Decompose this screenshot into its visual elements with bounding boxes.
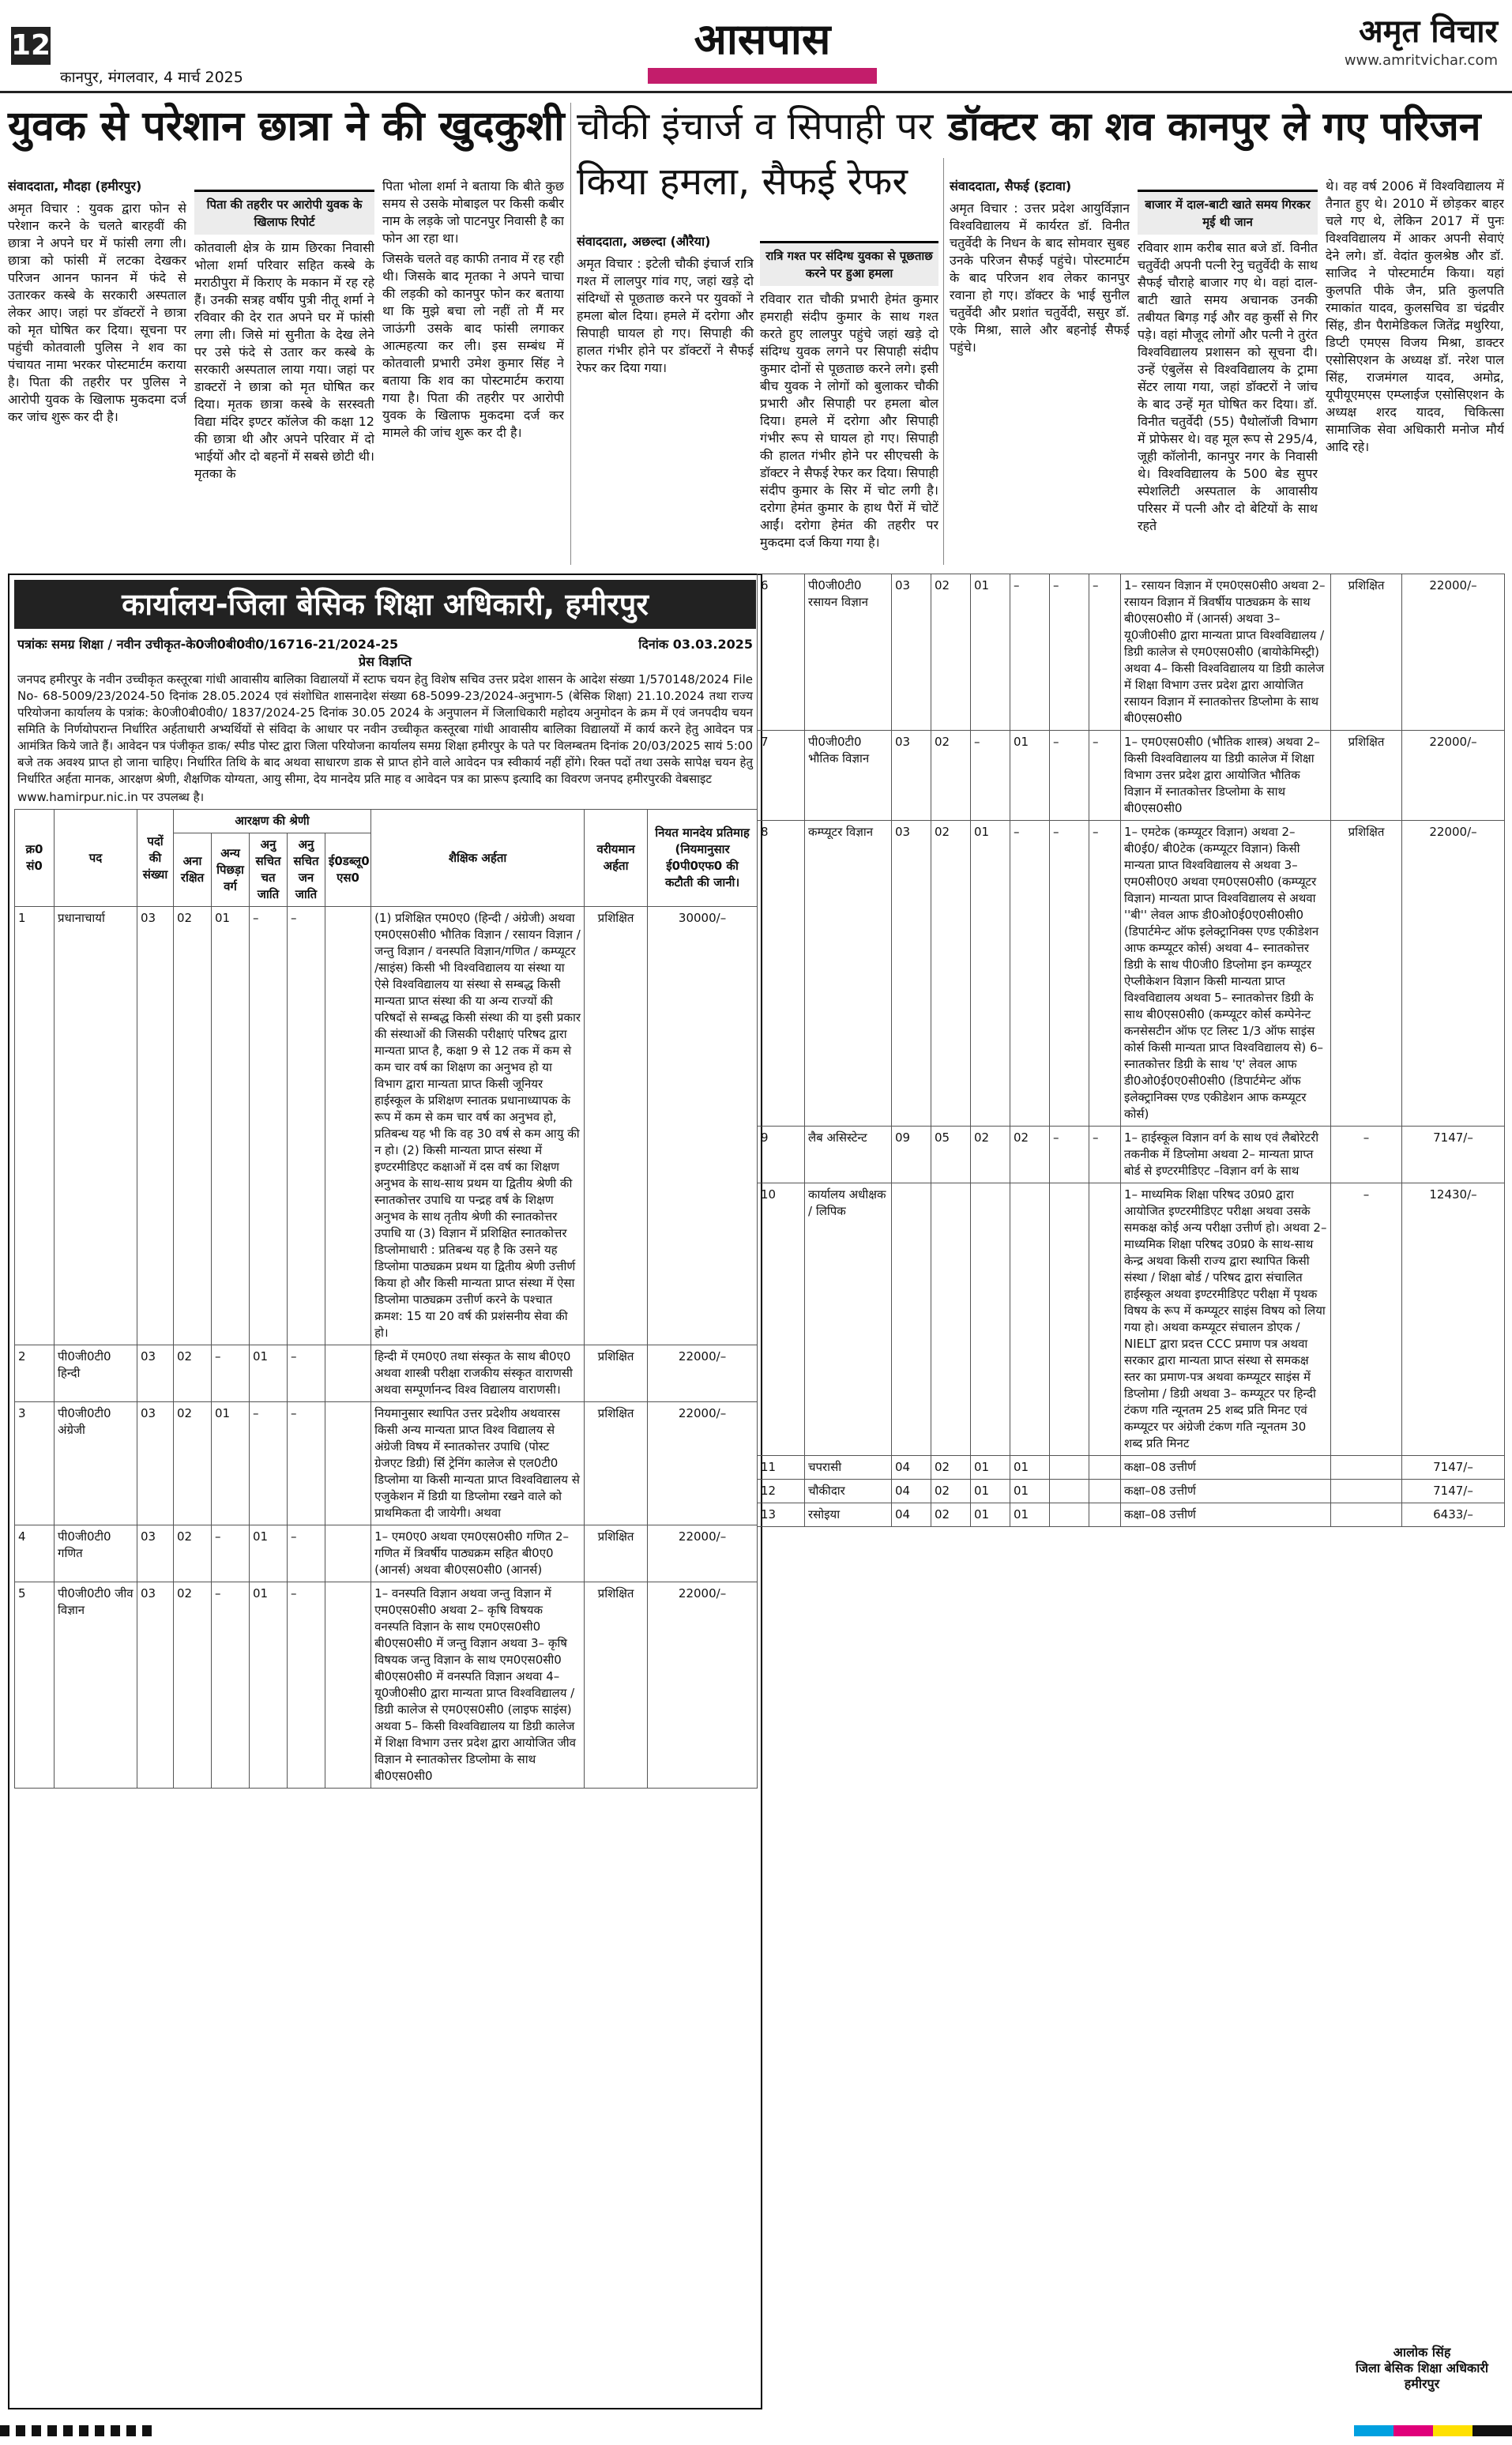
story1-col1	[8, 178, 186, 565]
row-obc: 01	[212, 1402, 250, 1525]
row-ews	[1089, 1183, 1121, 1456]
section-title: आसपास	[694, 13, 831, 64]
row-priority	[1331, 1503, 1402, 1527]
row-ur: 02	[174, 1525, 212, 1582]
row-qualification: हिन्दी में एम0ए0 तथा संस्कृत के साथ बी0ए0 अथवा शास्त्री परीक्षा राजकीय संस्कृत वाराणसी अथवा सम्पूर्णानन्द विश्व विद्यालय वाराणसी।	[371, 1345, 585, 1402]
row-honorarium: 22000/–	[1402, 574, 1505, 731]
row-sc: 01	[250, 1345, 288, 1402]
story1-headline: युवक से परेशान छात्रा ने की खुदकुशी	[8, 103, 565, 150]
row-post: पी0जी0टी0 भौतिक विज्ञान	[805, 731, 892, 821]
row-honorarium: 22000/–	[648, 1345, 758, 1402]
row-post: चौकीदार	[805, 1480, 892, 1503]
row-honorarium: 6433/–	[1402, 1503, 1505, 1527]
row-ur: 02	[931, 821, 971, 1127]
row-ews: –	[1089, 821, 1121, 1127]
row-honorarium: 7147/–	[1402, 1480, 1505, 1503]
row-priority	[1331, 1456, 1402, 1480]
row-sc: –	[1010, 574, 1050, 731]
row-sno: 8	[758, 821, 805, 1127]
story3-col3	[1326, 178, 1504, 565]
row-ews: –	[1089, 731, 1121, 821]
row-sno: 13	[758, 1503, 805, 1527]
row-qualification: 1– रसायन विज्ञान में एम0एस0सी0 अथवा 2– रसायन विज्ञान में त्रिवर्षीय पाठ्यक्रम के साथ बी0एस0सी0 में (आनर्स) अथवा 3– यू0जी0सी0 द्वारा मान्यता प्राप्त विश्वविद्यालय /डिग्री कालेज से एम0एस0सी0 (बायोकेमिस्ट्री) अथवा 4– किसी विश्वविद्यालय या डिग्री कालेज में शिक्षा विभाग उत्तर प्रदेश द्वारा आयोजित रसायन विज्ञान में स्नातकोत्तर डिप्लोमा के साथ बी0एस0सी0	[1121, 574, 1331, 731]
row-honorarium: 30000/–	[648, 907, 758, 1345]
row-honorarium: 7147/–	[1402, 1456, 1505, 1480]
row-qualification: 1– एम0एस0सी0 (भौतिक शास्त्र) अथवा 2– किसी विश्वविद्यालय या डिग्री कालेज में शिक्षा विभाग उत्तर प्रदेश द्वारा आयोजित भौतिक विज्ञान में स्नातकोत्तर डिप्लोमा के साथ बी0एस0सी0	[1121, 731, 1331, 821]
story3-col1	[950, 178, 1130, 565]
row-honorarium: 22000/–	[1402, 731, 1505, 821]
vacancy-table-left	[14, 809, 758, 1789]
row-honorarium: 22000/–	[648, 1402, 758, 1525]
row-priority: प्रशिक्षित	[585, 1525, 648, 1582]
col-honorarium: नियत मानदेय प्रतिमाह (नियमानुसार ई0पी0एफ0 की कटौती की जानी।	[648, 810, 758, 907]
story3-para: रविवार शाम करीब सात बजे डॉ. विनीत चतुर्वेदी अपनी पत्नी रेनु चतुर्वेदी के साथ सैफई चौराहे बाजार गए थे। वहां दाल-बाटी खाते समय अचानक उनकी तबीयत बिगड़ गई और वह कुर्सी से गिर पड़े। वहां मौजूद लोगों और पत्नी ने तुरंत विश्वविद्यालय प्रशासन को सूचना दी। उन्हें एंबुलेंस से विश्वविद्यालय के ट्रामा सेंटर लाया गया, जहां डॉक्टरों ने जांच के बाद उन्हें मृत घोषित कर दिया। डॉ. विनीत चतुर्वेदी (55) पैथोलॉजी विभाग में प्रोफेसर थे। वह मूल रूप से 295/4, जूही कॉलोनी, कानपुर नगर के निवासी थे। विश्वविद्यालय के 500 बेड सुपर स्पेशलिटी अस्पताल के आवासीय परिसर में पत्नी और दो बेटियों के साथ रहते	[1138, 240, 1318, 533]
row-qualification: कक्षा–08 उत्तीर्ण	[1121, 1456, 1331, 1480]
row-priority: प्रशिक्षित	[1331, 574, 1402, 731]
row-qualification: 1– माध्यमिक शिक्षा परिषद उ0प्र0 द्वारा आयोजित इण्टरमीडिएट परीक्षा अथवा उसके समकक्ष कोई अन्य परीक्षा उत्तीर्ण हो। अथवा 2– माध्यमिक शिक्षा परिषद उ0प्र0 के साथ-साथ केन्द्र अथवा किसी राज्य द्वारा स्थापित किसी संस्था / शिक्षा बोर्ड / परिषद द्वारा संचालित हाईस्कूल अथवा इण्टरमीडिएट परीक्षा में पृथक विषय के रूप में कम्प्यूटर साइंस विषय को लिया गया हो। अथवा कम्प्यूटर संचालन डोएक / NIELT द्वारा प्रदत्त CCC प्रमाण पत्र अथवा सरकार द्वारा मान्यता प्राप्त संस्था से समकक्ष स्तर का प्रमाण-पत्र अथवा कम्प्यूटर साइंस में डिप्लोमा / डिग्री अथवा 3– कम्प्यूटर पर हिन्दी टंकण गति न्यूनतम 25 शब्द प्रति मिनट एवं कम्प्यूटर पर अंग्रेजी टंकण गति न्यूनतम 30 शब्द प्रति मिनट	[1121, 1183, 1331, 1456]
row-obc: 01	[971, 821, 1010, 1127]
story2-para: रविवार रात चौकी प्रभारी हेमंत कुमार हमराही संदीप कुमार के साथ गश्त करते हुए लालपुर पहुंचे जहां खड़े दो संदिग्ध युवक लगने पर सिपाही संदीप कुमार दोनों से पूछताछ करने लगे। इसी बीच युवक ने लोगों को बुलाकर चौकी प्रभारी और सिपाही पर हमला बोल दिया। हमले में दरोगा और सिपाही गंभीर रूप से घायल हो गए। सिपाही की हालत गंभीर होने पर सीएचसी के डॉक्टर ने सैफई रेफर कर दिया। सिपाही संदीप कुमार के सिर में चोट लगी है। दरोगा हेमंत कुमार के हाथ पैरों में चोटें आईं। दरोगा हेमंत की तहरीर पर मुकदमा दर्ज किया गया है।	[760, 292, 938, 550]
column-divider	[943, 158, 944, 565]
row-st: –	[288, 1402, 325, 1525]
row-qualification: (1) प्रशिक्षित एम0ए0 (हिन्दी / अंग्रेजी) अथवा एम0एस0सी0 भौतिक विज्ञान / रसायन विज्ञान / जन्तु विज्ञान / वनस्पति विज्ञान/गणित / कम्प्यूटर /साइंस) किसी भी विश्वविद्यालय या संस्था या ऐसे विश्वविद्यालय या संस्था से सम्बद्ध किसी मान्यता प्राप्त संस्था की या अन्य राज्यों की परिषदों से सम्बद्ध किसी संस्था की या इसी प्रकार की संस्थाओं की जिसकी परीक्षाएं परिषद द्वारा मान्यता प्राप्त है, कक्षा 9 से 12 तक में कम से कम चार वर्ष का शिक्षण का अनुभव हो या विभाग द्वारा मान्यता प्राप्त किसी जूनियर हाईस्कूल के प्रशिक्षण स्नातक प्रधानाध्यापक के रूप में कम से कम चार वर्ष का अनुभव हो, प्रतिबन्ध यह भी कि वह 30 वर्ष से कम आयु की न हो। (2) किसी मान्यता प्राप्त संस्था में इण्टरमीडिएट कक्षाओं में दस वर्ष का शिक्षण अनुभव के साथ-साथ प्रथम या द्वितीय श्रेणी की स्नातकोत्तर उपाधि या पन्द्रह वर्ष के शिक्षण अनुभव के साथ तृतीय श्रेणी की स्नातकोत्तर उपाधि या (3) विज्ञान में प्रशिक्षित स्नातकोत्तर डिप्लोमाधारी : प्रतिबन्ध यह है कि उसने यह डिप्लोमा पाठ्यक्रम प्रथम या द्वितीय श्रेणी उत्तीर्ण किया हो और किसी मान्यता प्राप्त संस्था में ऐसा डिप्लोमा पाठ्यक्रम उत्तीर्ण करने के पश्चात क्रमश: 15 या 20 वर्ष की प्रशंसनीय सेवा की हो।	[371, 907, 585, 1345]
row-ur: 02	[931, 1503, 971, 1527]
story1-col2	[194, 190, 374, 565]
row-sno: 6	[758, 574, 805, 731]
row-posts: 03	[892, 574, 931, 731]
row-priority: –	[1331, 1127, 1402, 1183]
row-honorarium: 7147/–	[1402, 1127, 1505, 1183]
row-st	[1050, 1456, 1089, 1480]
row-honorarium: 22000/–	[1402, 821, 1505, 1127]
row-priority: प्रशिक्षित	[585, 1402, 648, 1525]
brand-logo: अमृत विचार	[1359, 13, 1498, 50]
row-ews: –	[1089, 574, 1121, 731]
row-obc: –	[212, 1525, 250, 1582]
row-st: –	[1050, 1127, 1089, 1183]
row-sc: –	[250, 907, 288, 1345]
row-sc: 01	[250, 1525, 288, 1582]
row-st	[1050, 1183, 1089, 1456]
notice-website[interactable]: www.hamirpur.nic.in पर उपलब्ध है।	[17, 790, 205, 804]
row-ur: 02	[174, 1402, 212, 1525]
row-sc: 02	[1010, 1127, 1050, 1183]
signature-block	[1343, 2345, 1501, 2392]
row-ews	[325, 1345, 371, 1402]
row-sno: 9	[758, 1127, 805, 1183]
vacancy-row	[15, 1402, 758, 1525]
vacancy-row	[758, 1480, 1505, 1503]
col-obc: अन्य पिछड़ा वर्ग	[212, 833, 250, 907]
row-st	[1050, 1503, 1089, 1527]
story1-para: कोतवाली क्षेत्र के ग्राम छिरका निवासी भोला शर्मा परिवार सहित कस्बे के मराठीपुरा में किराए के मकान में रह रहे हैं। उनकी सत्रह वर्षीय पुत्री नीतू शर्मा ने रविवार की देर रात अपने घर में फांसी लगा ली। जिसे मां सुनीता के देख लेने पर उसे फंदे से उतार कर कस्बे के सरकारी अस्पताल लाया गया। जहां पर डाक्टरों ने छात्रा को मृत घोषित कर दिया। मृतक छात्रा कस्बे के सरस्वती विद्या मंदिर इण्टर कॉलेज की कक्षा 12 की छात्रा थी और अपने परिवार में दो भाईयों और दो बहनों में सबसे छोटी थी। मृतका के	[194, 240, 374, 481]
row-st: –	[1050, 574, 1089, 731]
row-sc	[1010, 1183, 1050, 1456]
vacancy-row	[758, 821, 1505, 1127]
row-post: कम्प्यूटर विज्ञान	[805, 821, 892, 1127]
row-obc: 01	[971, 1456, 1010, 1480]
row-ur: 02	[931, 574, 971, 731]
notice-body: जनपद हमीरपुर के नवीन उच्चीकृत कस्तूरबा गांधी आवासीय बालिका विद्यालयों में स्टाफ चयन हेतु विशेष सचिव उत्तर प्रदेश शासन के आदेश संख्या 1/570148/2024 File No- 68-5009/23/2024-50 दिनांक 28.05.2024 एवं संशोधित शासनादेश संख्या 68-5099-23/2024-अनुभाग-5 (बेसिक शिक्षा) 21.10.2024 तथा राज्य परियोजना कार्यालय के पत्रांक: के0जी0बी0वी0/ 1837/2024-25 दिनांक 30.05 2024 के अनुपालन में जिलाधिकारी महोदय अनुमोदन के क्रम में एवं जनपदीय चयन समिति के निर्णयोपरान्त निर्धारित अर्हताधारी अभ्यर्थियों से संविदा के आधार पर नवीन उच्चीकृत कस्तूरबा गांधी आवासीय बालिका विद्यालयों में कार्य करने हेतु आवेदन पत्र आमंत्रित किये जाते हैं। आवेदन पत्र पंजीकृत डाक/ स्पीड पोस्ट द्वारा जिला परियोजना कार्यालय समग्र शिक्षा हमीरपुर के पते पर विलम्बतम दिनांक 20/03/2025 सायं 5:00 बजे तक अवश्य प्राप्त हो जाना चाहिए। निर्धारित तिथि के बाद अथवा साधारण डाक से प्राप्त होने वाले आवेदन पत्र स्वीकार्य नहीं होंगे। रिक्त पदों तथा उसके सापेक्ष चयन हेतु निर्धारित अर्हता मानक, आरक्षण श्रेणी, शैक्षणिक योग्यता, आयु सीमा, देय मानदेय प्रति माह व आवेदन पत्र का प्रारूप इत्यादि का विवरण जनपद हमीरपुरकी वेबसाइट	[17, 672, 753, 786]
row-sno: 11	[758, 1456, 805, 1480]
row-posts: 03	[137, 1402, 174, 1525]
story3-col2	[1138, 190, 1318, 565]
row-obc: 01	[971, 1480, 1010, 1503]
row-ur: 02	[931, 1480, 971, 1503]
signatory-place: हमीरपुर	[1404, 2376, 1440, 2391]
story2-col1	[577, 233, 754, 565]
row-sno: 3	[15, 1402, 55, 1525]
row-post: लैब असिस्टेन्ट	[805, 1127, 892, 1183]
row-obc: 01	[971, 1503, 1010, 1527]
vacancy-row	[758, 1127, 1505, 1183]
row-posts: 09	[892, 1127, 931, 1183]
row-honorarium: 22000/–	[648, 1525, 758, 1582]
story3-para: थे। वह वर्ष 2006 में विश्वविद्यालय में तैनात हुए थे। 2010 में छोड़कर बाहर चले गए थे, लेकिन 2017 में पुनः विश्वविद्यालय में आकर अपनी सेवाएं देने लगे। डॉ. वेदांत कुलश्रेष्ठ और डॉ. साजिद ने पोस्टमार्टम किया। यहां कुलपति पीके जैन, प्रति कुलपति रमाकांत यादव, कुलसचिव डा चंद्रवीर सिंह, डीन पैरामेडिकल जितेंद्र मथुरिया, डिप्टी एमएस विजय मिश्रा, डाक्टर एसोसिएशन के अध्यक्ष डॉ. नरेश पाल सिंह, राजमंगल यादव, अमोद्र, यूपीयूएमएस एम्प्लाईज एसोसिएशन के अध्यक्ष शरद यादव, चिकित्सा सामाजिक सेवा अधिकारी मनोज मौर्य आदि रहे।	[1326, 179, 1504, 454]
notice-meta	[9, 629, 761, 653]
notice-title: कार्यालय-जिला बेसिक शिक्षा अधिकारी, हमीरपुर	[14, 580, 756, 629]
row-sno: 1	[15, 907, 55, 1345]
story1-col3	[382, 178, 564, 565]
column-divider	[570, 103, 571, 565]
col-ur: अना रक्षित	[174, 833, 212, 907]
row-obc: –	[212, 1582, 250, 1789]
vacancy-row	[758, 1456, 1505, 1480]
story3-tag: बाजार में दाल-बाटी खाते समय गिरकर मृई थी जान	[1138, 190, 1318, 235]
row-sc: –	[250, 1402, 288, 1525]
row-qualification: कक्षा–08 उत्तीर्ण	[1121, 1480, 1331, 1503]
section-bar	[648, 68, 877, 84]
row-sno: 7	[758, 731, 805, 821]
row-ews	[1089, 1456, 1121, 1480]
row-ews: –	[1089, 1127, 1121, 1183]
col-sc: अनु सचित चत जाति	[250, 833, 288, 907]
row-post: पी0जी0टी0 गणित	[55, 1525, 137, 1582]
row-posts: 04	[892, 1480, 931, 1503]
row-posts: 04	[892, 1503, 931, 1527]
notice-ref: पत्रांकः समग्र शिक्षा / नवीन उचीकृत-के0जी0बी0वी0/16716-21/2024-25	[17, 637, 399, 652]
row-sno: 2	[15, 1345, 55, 1402]
row-post: पी0जी0टी0 हिन्दी	[55, 1345, 137, 1402]
story3-dateline: संवाददाता, सैफई (इटावा)	[950, 179, 1072, 194]
row-qualification: 1– एमटेक (कम्प्यूटर विज्ञान) अथवा 2– बी0ई0/ बी0टेक (कम्प्यूटर विज्ञान) किसी मान्यता प्राप्त विश्वविद्यालय से अथवा 3– एम0सी0ए0 अथवा एम0एस0सी0 (कम्प्यूटर विज्ञान) मान्यता प्राप्त विश्वविद्यालय से अथवा ''बी'' लेवल आफ डी0ओ0ई0ए0सी0सी0 (डिपार्टमेन्ट ऑफ इलेक्ट्रानिक्स एण्ड एकीडेशन आफ कम्प्यूटर कोर्स) अथवा 4– स्नातकोत्तर डिग्री के साथ पी0जी0 डिप्लोमा इन कम्प्यूटर ऐप्लीकेशन विज्ञान किसी मान्यता प्राप्त विश्वविद्यालय अथवा 5– स्नातकोत्तर डिग्री के साथ बी0एस0सी0 (कम्प्यूटर कोर्स कम्पेनेन्ट कनसेसटीन ऑफ एट लिस्ट 1/3 ऑफ साइंस कोर्स किसी मान्यता प्राप्त विश्वविद्यालय से) 6– स्नातकोत्तर डिग्री के साथ 'ए' लेवल आफ डी0ओ0ई0ए0सी0सी0 (डिपार्टमेन्ट ऑफ इलेक्ट्रानिक्स एण्ड एकीडेशन आफ कम्प्यूटर कोर्स)	[1121, 821, 1331, 1127]
row-ur: 02	[174, 1582, 212, 1789]
row-sno: 10	[758, 1183, 805, 1456]
story1-dateline: संवाददाता, मौदहा (हमीरपुर)	[8, 179, 142, 194]
story2-tag: रात्रि गश्त पर संदिग्ध युवका से पूछताछ करने पर हुआ हमला	[760, 241, 938, 286]
vacancy-table-right	[757, 574, 1505, 1527]
row-priority: प्रशिक्षित	[1331, 731, 1402, 821]
story2-para: अमृत विचार : इटेली चौकी इंचार्ज रात्रि गश्त में लालपुर गांव गए, जहां खड़े दो संदिग्धों से पूछताछ करने पर युवकों ने हमला बोल दिया। हमले में दरोगा और सिपाही घायल हो गए। सिपाही की हालत गंभीर होने पर डॉक्टरों ने सैफई रेफर कर दिया गया।	[577, 256, 754, 375]
row-obc: –	[212, 1345, 250, 1402]
story1-para: जिसके चलते वह काफी तनाव में रह रही थी। जिसके बाद मृतका ने अपने चाचा की लड़की को कानपुर फोन कर बताया था कि मुझे बचा लो नहीं तो मैं मर जाऊंगी उसके बाद फांसी लगाकर आत्महत्या कर ली। इस सम्बंध में कोतवाली प्रभारी उमेश कुमार सिंह ने बताया कि शव का पोस्टमार्टम कराया गया है। पिता की तहरीर पर आरोपी युवक के खिलाफ मुकदमा दर्ज कर मामले की जांच शुरू कर दी है।	[382, 251, 564, 440]
notice-subtitle: प्रेस विज्ञप्ति	[359, 654, 412, 669]
col-post: पद	[55, 810, 137, 907]
row-post: प्रधानाचार्या	[55, 907, 137, 1345]
row-posts: 03	[137, 1345, 174, 1402]
row-priority: प्रशिक्षित	[585, 1582, 648, 1789]
row-honorarium: 22000/–	[648, 1582, 758, 1789]
notice-date: दिनांक 03.03.2025	[638, 637, 753, 652]
row-priority: प्रशिक्षित	[585, 907, 648, 1345]
row-obc: –	[971, 731, 1010, 821]
col-sno: क्र0 सं0	[15, 810, 55, 907]
row-st: –	[1050, 821, 1089, 1127]
page-number: 12	[11, 27, 51, 65]
row-st: –	[288, 1345, 325, 1402]
row-sno: 5	[15, 1582, 55, 1789]
vacancy-row	[15, 1345, 758, 1402]
vacancy-row	[15, 1525, 758, 1582]
row-posts: 04	[892, 1456, 931, 1480]
story2-headline-2: किया हमला, सैफई रेफर	[577, 160, 908, 204]
story3-headline: डॉक्टर का शव कानपुर ले गए परिजन	[948, 103, 1481, 149]
row-post: पी0जी0टी0 रसायन विज्ञान	[805, 574, 892, 731]
row-st: –	[288, 1525, 325, 1582]
row-obc: 01	[971, 574, 1010, 731]
row-ur: 02	[174, 907, 212, 1345]
row-posts: 03	[137, 1582, 174, 1789]
row-qualification: 1– हाईस्कूल विज्ञान वर्ग के साथ एवं लैबोरेटरी तकनीक में डिप्लोमा अथवा 2– मान्यता प्राप्त बोर्ड से इण्टरमीडिएट –विज्ञान वर्ग के साथ	[1121, 1127, 1331, 1183]
vacancy-row	[758, 1503, 1505, 1527]
row-posts	[892, 1183, 931, 1456]
row-ews	[325, 1525, 371, 1582]
row-ur: 05	[931, 1127, 971, 1183]
dateline: कानपुर, मंगलवार, 4 मार्च 2025	[60, 69, 243, 86]
row-ews	[1089, 1480, 1121, 1503]
row-post: रसोइया	[805, 1503, 892, 1527]
story1-tag: पिता की तहरीर पर आरोपी युवक के खिलाफ रिपोर्ट	[194, 190, 374, 235]
row-ur: 02	[174, 1345, 212, 1402]
row-obc	[971, 1183, 1010, 1456]
row-obc: 01	[212, 907, 250, 1345]
signatory-designation: जिला बेसिक शिक्षा अधिकारी	[1355, 2360, 1489, 2375]
story3-para: अमृत विचार : उत्तर प्रदेश आयुर्विज्ञान विश्वविद्यालय में कार्यरत डॉ. विनीत चतुर्वेदी के निधन के बाद सोमवार सुबह उनके परिजन सैफई पहुंचे। पोस्टमार्टम के बाद परिजन शव लेकर कानपुर रवाना हो गए। डॉक्टर के भाई सुनील चतुर्वेदी और प्रशांत चतुर्वेदी, ससुर डॉ. एके मिश्रा, साले और बहनोई सैफई पहुंचे।	[950, 201, 1130, 355]
row-qualification: कक्षा–08 उत्तीर्ण	[1121, 1503, 1331, 1527]
vacancy-row	[15, 1582, 758, 1789]
row-ews	[325, 1582, 371, 1789]
row-ews	[325, 907, 371, 1345]
row-post: कार्यालय अधीक्षक / लिपिक	[805, 1183, 892, 1456]
row-honorarium: 12430/–	[1402, 1183, 1505, 1456]
row-sc: –	[1010, 821, 1050, 1127]
row-st: –	[288, 1582, 325, 1789]
row-sc: 01	[1010, 1503, 1050, 1527]
story2-dateline: संवाददाता, अछल्दा (औरैया)	[577, 234, 711, 249]
col-ews: ई0डब्लू0 एस0	[325, 833, 371, 907]
row-priority: –	[1331, 1183, 1402, 1456]
row-qualification: 1– वनस्पति विज्ञान अथवा जन्तु विज्ञान में एम0एस0सी0 अथवा 2– कृषि विषयक वनस्पति विज्ञान के साथ एम0एस0सी0 बी0एस0सी0 में जन्तु विज्ञान अथवा 3– कृषि विषयक जन्तु विज्ञान के साथ एम0एस0सी0 बी0एस0सी0 में वनस्पति विज्ञान अथवा 4– यू0जी0सी0 द्वारा मान्यता प्राप्त विश्वविद्यालय /डिग्री कालेज से एम0एस0सी0 (लाइफ साइंस) अथवा 5– किसी विश्वविद्यालय या डिग्री कालेज में शिक्षा विभाग उत्तर प्रदेश द्वारा आयोजित जीव विज्ञान मे स्नातकोत्तर डिप्लोमा के साथ बी0एस0सी0	[371, 1582, 585, 1789]
row-ur: 02	[931, 731, 971, 821]
vacancy-row	[15, 907, 758, 1345]
row-post: पी0जी0टी0 अंग्रेजी	[55, 1402, 137, 1525]
col-reservation: आरक्षण की श्रेणी	[174, 810, 371, 833]
row-sc: 01	[1010, 1456, 1050, 1480]
row-posts: 03	[137, 907, 174, 1345]
row-ews	[1089, 1503, 1121, 1527]
col-qualification: शैक्षिक अर्हता	[371, 810, 585, 907]
row-sc: 01	[1010, 731, 1050, 821]
vacancy-row	[758, 731, 1505, 821]
col-st: अनु सचित जन जाति	[288, 833, 325, 907]
color-register-strip	[1354, 2425, 1512, 2436]
vacancy-row	[758, 1183, 1505, 1456]
row-posts: 03	[892, 821, 931, 1127]
print-register-strip	[0, 2425, 158, 2436]
row-posts: 03	[137, 1525, 174, 1582]
row-sc: 01	[1010, 1480, 1050, 1503]
row-st: –	[1050, 731, 1089, 821]
row-priority: प्रशिक्षित	[1331, 821, 1402, 1127]
vacancy-row	[758, 574, 1505, 731]
row-post: चपरासी	[805, 1456, 892, 1480]
row-sc: 01	[250, 1582, 288, 1789]
row-ur	[931, 1183, 971, 1456]
col-posts: पदों की संख्या	[137, 810, 174, 907]
col-priority: वरीयमान अर्हता	[585, 810, 648, 907]
row-sno: 12	[758, 1480, 805, 1503]
row-qualification: 1– एम0ए0 अथवा एम0एस0सी0 गणित 2– गणित में त्रिवर्षीय पाठ्यक्रम सहित बी0ए0 (आनर्स) अथवा बी0एस0सी0 (आनर्स)	[371, 1525, 585, 1582]
row-priority	[1331, 1480, 1402, 1503]
row-qualification: नियमानुसार स्थापित उत्तर प्रदेशीय अथवारस किसी अन्य मान्यता प्राप्त विश्व विद्यालय से अंग्रेजी विषय में स्नातकोत्तर उपाधि (पोस्ट ग्रेजएट डिग्री) सिंं ट्रेनिंग कालेज से एल0टी0 डिप्लोमा या किसी मान्यता प्राप्त विश्वविद्यालय से एजुकेशन में डिग्री या डिप्लोमा रखने वाले को प्राथमिकता दी जायेगी। अथवा	[371, 1402, 585, 1525]
row-posts: 03	[892, 731, 931, 821]
row-st: –	[288, 907, 325, 1345]
row-post: पी0जी0टी0 जीव विज्ञान	[55, 1582, 137, 1789]
story1-para: पिता भोला शर्मा ने बताया कि बीते कुछ समय से उसके मोबाइल पर किसी कबीर नाम के लड़के जो पाटनपुर निवासी है का फोन आ रहा था।	[382, 179, 564, 246]
row-sno: 4	[15, 1525, 55, 1582]
row-obc: 02	[971, 1127, 1010, 1183]
masthead	[0, 0, 1512, 93]
story1-para: अमृत विचार : युवक द्वारा फोन से परेशान करने के चलते बारहवीं की छात्रा ने अपने घर में फांसी लगा ली। छात्रा को फांसी में लटका देखकर परिजन आनन फानन में फंदे से उतारकर कस्बे के सरकारी अस्पताल लेकर आए। जहां पर डॉक्टरों ने छात्रा को मृत घोषित कर दिया। सूचना पर पहुंची कोतवाली पुलिस ने शव का पंचायत नामा भरकर पोस्टमार्टम कराया है। पिता की तहरीर पर पुलिस ने आरोपी युवक के खिलाफ मुकदमा दर्ज कर जांच शुरू कर दी है।	[8, 201, 186, 424]
website-link[interactable]: www.amritvichar.com	[1344, 52, 1498, 69]
row-ur: 02	[931, 1456, 971, 1480]
row-ews	[325, 1402, 371, 1525]
signatory-name: आलोक सिंह	[1393, 2345, 1451, 2360]
story2-headline-1: चौकी इंचार्ज व सिपाही पर	[577, 104, 934, 149]
row-priority: प्रशिक्षित	[585, 1345, 648, 1402]
row-st	[1050, 1480, 1089, 1503]
story2-col2	[760, 241, 938, 565]
recruitment-notice	[8, 574, 762, 2409]
